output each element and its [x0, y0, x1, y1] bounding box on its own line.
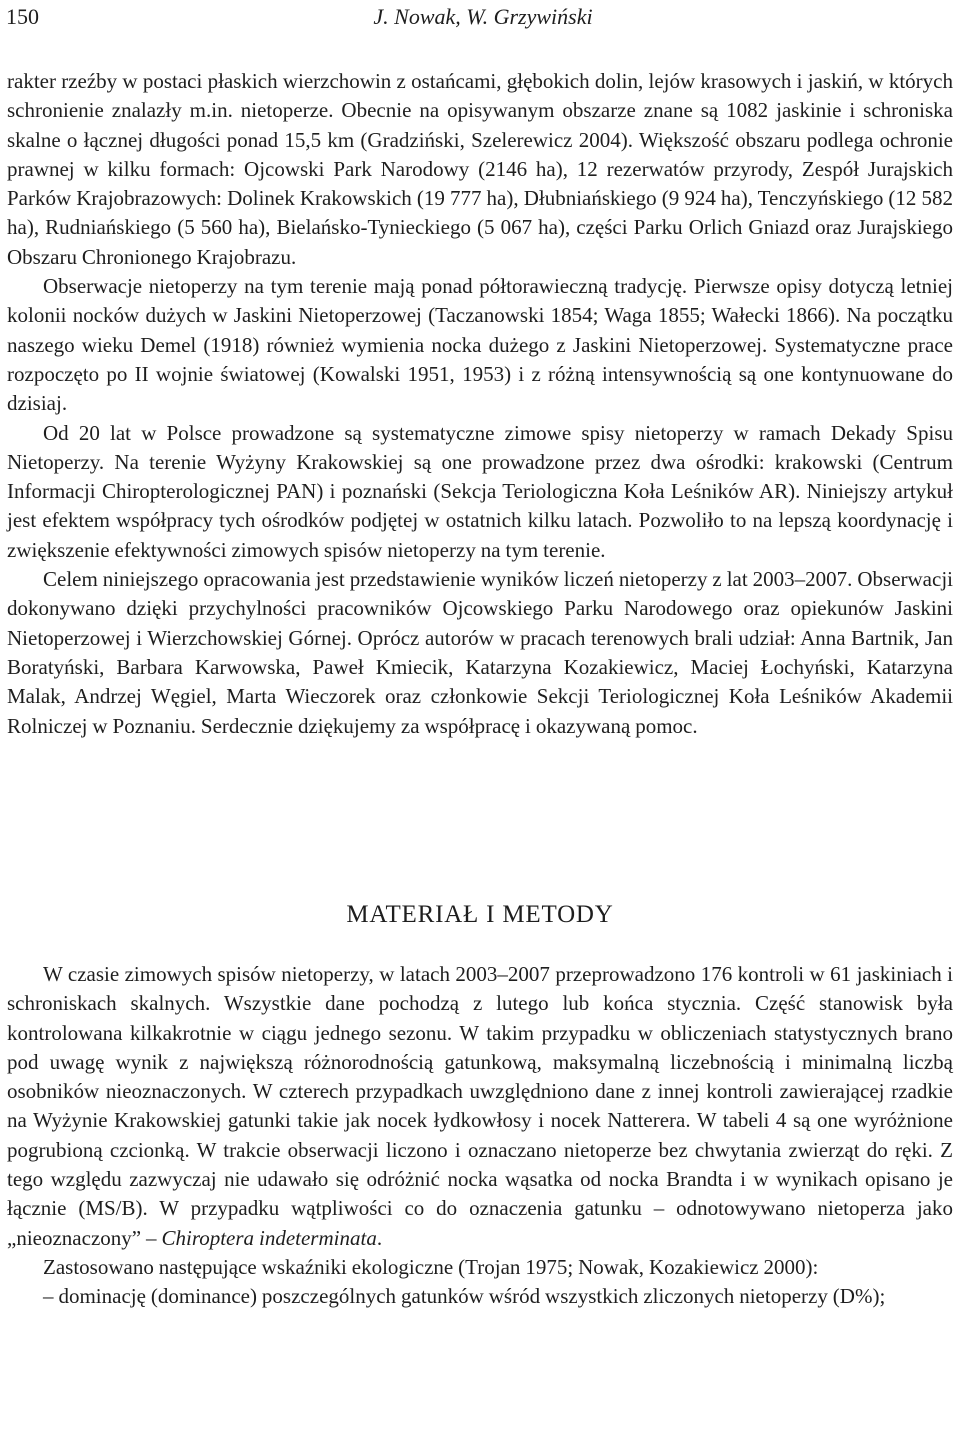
- section-heading-material-i-metody: MATERIAŁ I METODY: [346, 901, 614, 928]
- paragraph-5-text: W czasie zimowych spisów nietoperzy, w latach 2003–2007 przeprowadzono 176 kontroli w 61 jaskiniach i schroniskach skalnych. Wszystkie dane pochodzą z lutego lub końca stycznia. Część stanowisk była kontrolowana kilkakrotnie w ciągu jednego sezonu. W takim przypadku w obliczeniach statystycznych brano pod uwagę wynik z największą różnorodnością gatunkową, maksymalną liczebnością i minimalną liczbą osobników nieoznaczonych. W czterech przypadkach uwzględniono dane z innej kontroli zawierającej rzadkie na Wyżynie Krakowskiej gatunki takie jak nocek łydkowłosy i nocek Natterera. W tabeli 4 są one wyróżnione pogrubioną czcionką. W trakcie obserwacji liczono i oznaczano nietoperze bez chwytania zwierząt do ręki. Z tego względu zazwyczaj nie udawało się odróżnić nocka wąsatka od nocka Brandta i w wynikach opisano je łącznie (MS/B). W przypadku wątpliwości co do oznaczenia gatunku – odnotowywano nietoperza jako „nieoznaczony” –: [7, 962, 953, 1250]
- paragraph-5-end: .: [376, 1225, 383, 1250]
- paragraph-1-continued: rakter rzeźby w postaci płaskich wierzchowin z ostańcami, głębokich dolin, lejów krasowych i jaskiń, w których schronienie znalazły m.in. nietoperze. Obecnie na opisywanym obszarze znane są 1082 jaskinie i schroniska skalne o łącznej długości ponad 15,5 km (Gradziński, Szelerewicz 2004). Większość obszaru podlega ochronie prawnej w kilku formach: Ojcowski Park Narodowy (2146 ha), 12 rezerwatów przyrody, Zespół Jurajskich Parków Krajobrazowych: Dolinek Krakowskich (19 777 ha), Dłubniańskiego (9 924 ha), Tenczyńskiego (12 582 ha), Rudniańskiego (5 560 ha), Bielańsko-Tynieckiego (5 067 ha), części Parku Orlich Gniazd oraz Jurajskiego Obszaru Chronionego Krajobrazu.: [7, 69, 953, 269]
- paragraph-2: Obserwacje nietoperzy na tym terenie mają ponad półtorawieczną tradycję. Pierwsze opisy dotyczą letniej kolonii nocków dużych w Jaskini Nietoperzowej (Taczanowski 1854; Waga 1855; Wałecki 1866). Na początku naszego wieku Demel (1918) również wymienia nocka dużego z Jaskini Nietoperzowej. Systematyczne prace rozpoczęto po II wojnie światowej (Kowalski 1951, 1953) i z różną intensywnością są one kontynuowane do dzisiaj.: [7, 274, 953, 416]
- body-text-top: [7, 67, 953, 741]
- page-number: 150: [6, 4, 39, 29]
- paragraph-4: Celem niniejszego opracowania jest przedstawienie wyników liczeń nietoperzy z lat 2003–2007. Obserwacji dokonywano dzięki przychylności pracowników Ojcowskiego Parku Narodowego oraz opiekunów Jaskini Nietoperzowej i Wierzchowskiej Górnej. Oprócz autorów w pracach terenowych brali udział: Anna Bartnik, Jan Boratyński, Barbara Karwowska, Paweł Kmiecik, Katarzyna Kozakiewicz, Maciej Łochyński, Katarzyna Malak, Andrzej Węgiel, Marta Wieczorek oraz członkowie Sekcji Teriologicznej Koła Leśników Akademii Rolniczej w Poznaniu. Serdecznie dziękujemy za współpracę i okazywaną pomoc.: [7, 567, 953, 738]
- paragraph-7-list-item: – dominację (dominance) poszczególnych gatunków wśród wszystkich zliczonych nietoperzy (D%);: [43, 1284, 886, 1309]
- running-title-authors: J. Nowak, W. Grzywiński: [373, 4, 593, 29]
- running-header: [6, 2, 960, 32]
- paragraph-6: Zastosowano następujące wskaźniki ekologiczne (Trojan 1975; Nowak, Kozakiewicz 2000):: [43, 1254, 819, 1279]
- body-text-bottom: [7, 960, 953, 1312]
- paragraph-5-italic-taxon: Chiroptera indeterminata: [161, 1225, 377, 1250]
- paragraph-3: Od 20 lat w Polsce prowadzone są systematyczne zimowe spisy nietoperzy w ramach Dekady Spisu Nietoperzy. Na terenie Wyżyny Krakowskiej są one prowadzone przez dwa ośrodki: krakowski (Centrum Informacji Chiropterologicznej PAN) i poznański (Sekcja Teriologiczna Koła Leśników AR). Niniejszy artykuł jest efektem współpracy tych ośrodków podjętej w ostatnich kilku latach. Pozwoliło to na lepszą koordynację i zwiększenie efektywności zimowych spisów nietoperzy na tym terenie.: [7, 420, 953, 562]
- paragraph-5: [7, 960, 953, 1253]
